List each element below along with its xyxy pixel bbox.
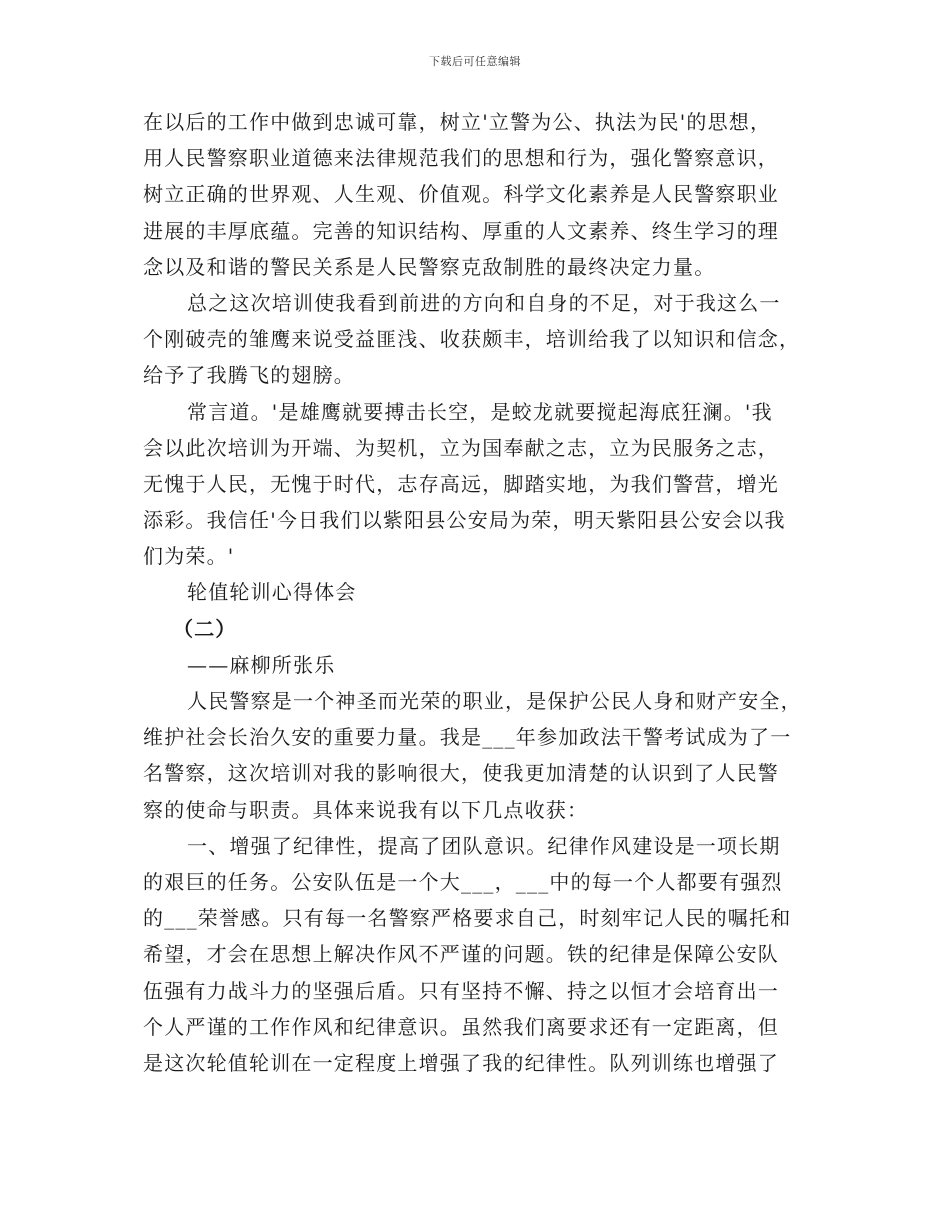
text-line: 的艰巨的任务。公安队伍是一个大___，___中的每一个人都要有强烈 [143, 869, 783, 894]
text-line: 是这次轮值轮训在一定程度上增强了我的纪律性。队列训练也增强了 [143, 1050, 779, 1075]
text-line: 希望，才会在思想上解决作风不严谨的问题。铁的纪律是保障公安队 [143, 942, 779, 967]
text-line: 伍强有力战斗力的坚强后盾。只有坚持不懈、持之以恒才会培育出一 [143, 978, 779, 1003]
paragraph-start-line: 总之这次培训使我看到前进的方向和自身的不足，对于我这么一 [187, 290, 781, 315]
text-line: 在以后的工作中做到忠诚可靠，树立'立警为公、执法为民'的思想， [143, 110, 772, 134]
text-line: 给予了我腾飞的翅膀。 [143, 363, 355, 388]
text-line: 会以此次培训为开端、为契机，立为国奉献之志，立为民服务之志， [143, 435, 779, 460]
text-line: 个人严谨的工作作风和纪律意识。虽然我们离要求还有一定距离，但 [143, 1014, 779, 1039]
text-line: 个刚破壳的雏鹰来说受益匪浅、收获颇丰，培训给我了以知识和信念， [143, 327, 801, 352]
section-number: （二） [173, 616, 237, 641]
text-line: 们为荣。' [143, 544, 235, 569]
text-line: 察的使命与职责。具体来说我有以下几点收获： [143, 797, 589, 822]
paragraph-start-line: 人民警察是一个神圣而光荣的职业，是保护公民人身和财产安全， [187, 689, 802, 713]
text-line: 念以及和谐的警民关系是人民警察克敌制胜的最终决定力量。 [143, 254, 716, 279]
section-title: 轮值轮训心得体会 [187, 580, 357, 605]
text-line: 进展的丰厚底蕴。完善的知识结构、厚重的人文素养、终生学习的理 [143, 218, 779, 243]
document-body [143, 104, 811, 1081]
text-line: 无愧于人民，无愧于时代，志存高远，脚踏实地，为我们警营，增光 [143, 471, 779, 496]
author-line: ——麻柳所张乐 [187, 652, 336, 677]
paragraph-start-line: 常言道。'是雄鹰就要搏击长空，是蛟龙就要搅起海底狂澜。'我 [187, 399, 773, 424]
text-line: 维护社会长治久安的重要力量。我是___年参加政法干警考试成为了一 [143, 725, 792, 750]
paragraph-start-line: 一、增强了纪律性，提高了团队意识。纪律作风建设是一项长期 [187, 833, 781, 858]
page-header-note: 下载后可任意编辑 [429, 55, 521, 68]
text-line: 添彩。我信任'今日我们以紫阳县公安局为荣，明天紫阳县公安会以我 [143, 508, 786, 533]
text-line: 用人民警察职业道德来法律规范我们的思想和行为，强化警察意识， [143, 146, 779, 171]
text-line: 树立正确的世界观、人生观、价值观。科学文化素养是人民警察职业 [143, 182, 779, 207]
text-line: 的___荣誉感。只有每一名警察严格要求自己，时刻牢记人民的嘱托和 [143, 906, 792, 931]
text-line: 名警察，这次培训对我的影响很大，使我更加清楚的认识到了人民警 [143, 761, 779, 786]
